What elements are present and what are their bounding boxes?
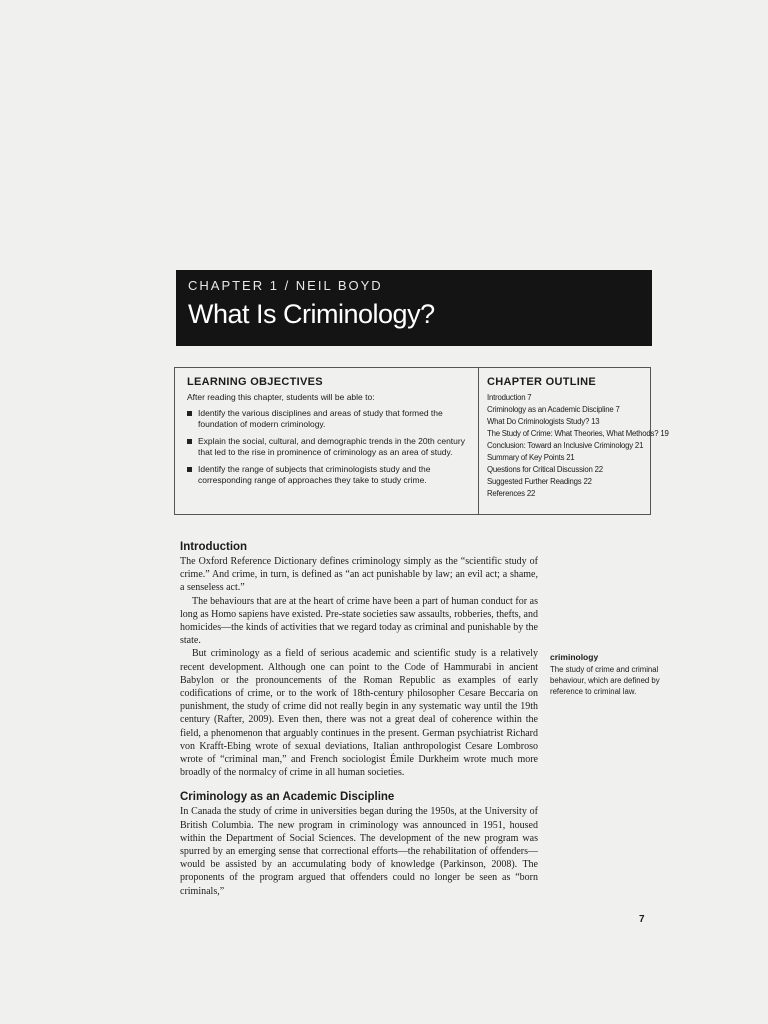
outline-item: Criminology as an Academic Discipline 7 — [487, 405, 620, 414]
objective-item — [187, 408, 469, 430]
chapter-label: CHAPTER 1 / NEIL BOYD — [188, 278, 383, 293]
introduction-paragraph: But criminology as a field of serious academic and scientific study is a relatively recent development. Although one can point to the Code of Hammurabi in ancient Babylon or the pronouncements of the Roman Republic as examples of early codifications of crime, or to the work of 18th-century philosopher Cesare Beccaria on punishment, the study of crime did not really begin in any systematic way until the 19th century (Rafter, 2009). Even then, there was not a great deal of coherence within the field, a phenomenon that arguably continues in the present. German psychiatrist Richard von Krafft-Ebing wrote of sexual deviations, Italian anthropologist Cesare Lombroso wrote of “criminal man,” and French sociologist Émile Durkheim wrote much more broadly of the normalcy of crime in all human societies. — [180, 648, 538, 779]
academic-discipline-paragraph: In Canada the study of crime in universities began during the 1950s, at the University of British Columbia. The new program in criminology was announced in 1951, housed within the Department of Social Sciences. The development of the new program was spurred by an emerging sense that correctional efforts—the rehabilitation of offenders—would be assisted by an accumulating body of knowledge (Parkinson, 2008). The proponents of the program argued that offenders could no longer be seen as “born criminals,” — [180, 806, 538, 897]
outline-item: Conclusion: Toward an Inclusive Criminology 21 — [487, 441, 644, 450]
introduction-paragraph: The Oxford Reference Dictionary defines criminology simply as the “scientific study of crime.” And crime, in turn, is defined as “an act punishable by law; an evil act; a shame, a senseless act.” — [180, 556, 538, 594]
outline-item: Summary of Key Points 21 — [487, 453, 575, 462]
outline-item: What Do Criminologists Study? 13 — [487, 417, 600, 426]
bullet-icon — [187, 467, 192, 472]
objectives-outline-box — [174, 367, 669, 515]
margin-gloss — [550, 652, 660, 697]
learning-objectives-intro: After reading this chapter, students will be able to: — [187, 392, 375, 402]
outline-item: Suggested Further Readings 22 — [487, 477, 592, 486]
introduction-heading: Introduction — [180, 541, 248, 553]
objective-text: Explain the social, cultural, and demographic trends in the 20th century that led to the rise in prominence of criminology as an area of study. — [198, 436, 465, 457]
gloss-definition: The study of crime and criminal behaviour, which are defined by reference to criminal law. — [550, 665, 660, 696]
learning-objectives-heading: LEARNING OBJECTIVES — [187, 376, 323, 388]
bullet-icon — [187, 411, 192, 416]
outline-item: References 22 — [487, 489, 536, 498]
box-divider — [478, 368, 479, 514]
page-number: 7 — [639, 914, 645, 925]
outline-item: Introduction 7 — [487, 393, 532, 402]
section-gap — [180, 779, 538, 791]
introduction-paragraph: The behaviours that are at the heart of crime have been a part of human conduct for as long as Homo sapiens have existed. Pre-state societies saw assaults, robberies, thefts, and homicides—the kinds of activities that we regard today as criminal and punishable by the state. — [180, 595, 538, 647]
gloss-term: criminology — [550, 652, 599, 662]
objective-item — [187, 464, 469, 486]
bullet-icon — [187, 439, 192, 444]
outline-item: Questions for Critical Discussion 22 — [487, 465, 603, 474]
chapter-outline-heading: CHAPTER OUTLINE — [487, 376, 596, 388]
learning-objectives-list — [187, 408, 469, 486]
learning-objectives — [187, 376, 469, 492]
objective-text: Identify the various disciplines and areas of study that formed the foundation of modern criminology. — [198, 408, 443, 429]
objective-text: Identify the range of subjects that criminologists study and the corresponding range of approaches they take to study crime. — [198, 464, 431, 485]
chapter-outline — [487, 376, 669, 500]
chapter-header — [176, 270, 652, 346]
chapter-outline-list — [487, 392, 669, 500]
outline-item: The Study of Crime: What Theories, What Methods? 19 — [487, 429, 669, 438]
objective-item — [187, 436, 469, 458]
academic-discipline-heading: Criminology as an Academic Discipline — [180, 791, 395, 804]
body-text — [180, 541, 538, 898]
chapter-title: What Is Criminology? — [188, 299, 435, 329]
